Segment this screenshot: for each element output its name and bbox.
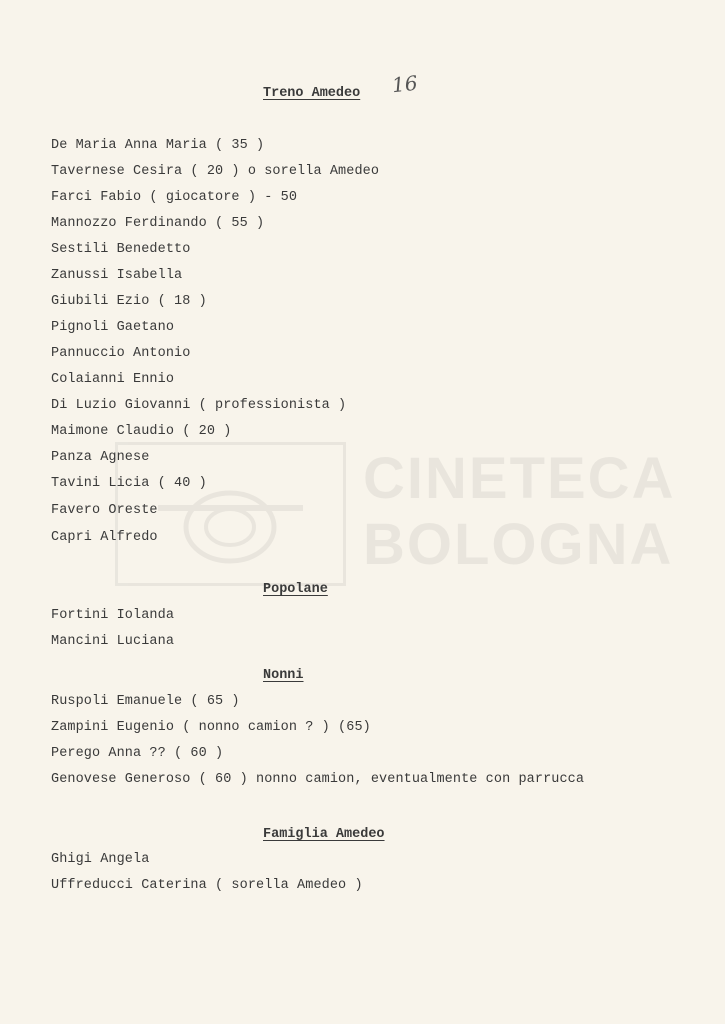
- list-item: Ghigi Angela: [51, 852, 150, 867]
- list-item: Sestili Benedetto: [51, 242, 191, 257]
- list-item: Tavini Licia ( 40 ): [51, 476, 207, 491]
- watermark-line-2: BOLOGNA: [363, 512, 674, 577]
- section-heading-treno-amedeo: Treno Amedeo: [263, 86, 361, 101]
- list-item: Tavernese Cesira ( 20 ) o sorella Amedeo: [51, 164, 380, 179]
- list-item: Zanussi Isabella: [51, 268, 183, 283]
- list-item: Mancini Luciana: [51, 634, 175, 649]
- section-heading-popolane: Popolane: [263, 582, 328, 597]
- watermark: [115, 442, 676, 592]
- list-item: Capri Alfredo: [51, 530, 158, 545]
- list-item: Uffreducci Caterina ( sorella Amedeo ): [51, 878, 363, 893]
- list-item: Favero Oreste: [51, 503, 158, 518]
- list-item: Pannuccio Antonio: [51, 346, 191, 361]
- list-item: Zampini Eugenio ( nonno camion ? ) (65): [51, 720, 371, 735]
- list-item: Pignoli Gaetano: [51, 320, 175, 335]
- section-heading-famiglia-amedeo: Famiglia Amedeo: [263, 827, 385, 842]
- list-item: Genovese Generoso ( 60 ) nonno camion, eventualmente con parrucca: [51, 772, 585, 787]
- section-heading-nonni: Nonni: [263, 668, 304, 683]
- list-item: Maimone Claudio ( 20 ): [51, 424, 232, 439]
- list-item: Ruspoli Emanuele ( 65 ): [51, 694, 240, 709]
- list-item: Perego Anna ?? ( 60 ): [51, 746, 224, 761]
- handwritten-page-number: 16: [390, 70, 419, 98]
- list-item: Giubili Ezio ( 18 ): [51, 294, 207, 309]
- watermark-line-1: CINETECA: [363, 446, 676, 511]
- list-item: Farci Fabio ( giocatore ) - 50: [51, 190, 298, 205]
- list-item: Di Luzio Giovanni ( professionista ): [51, 398, 347, 413]
- list-item: Mannozzo Ferdinando ( 55 ): [51, 216, 265, 231]
- list-item: Fortini Iolanda: [51, 608, 175, 623]
- list-item: De Maria Anna Maria ( 35 ): [51, 138, 265, 153]
- list-item: Panza Agnese: [51, 450, 150, 465]
- list-item: Colaianni Ennio: [51, 372, 175, 387]
